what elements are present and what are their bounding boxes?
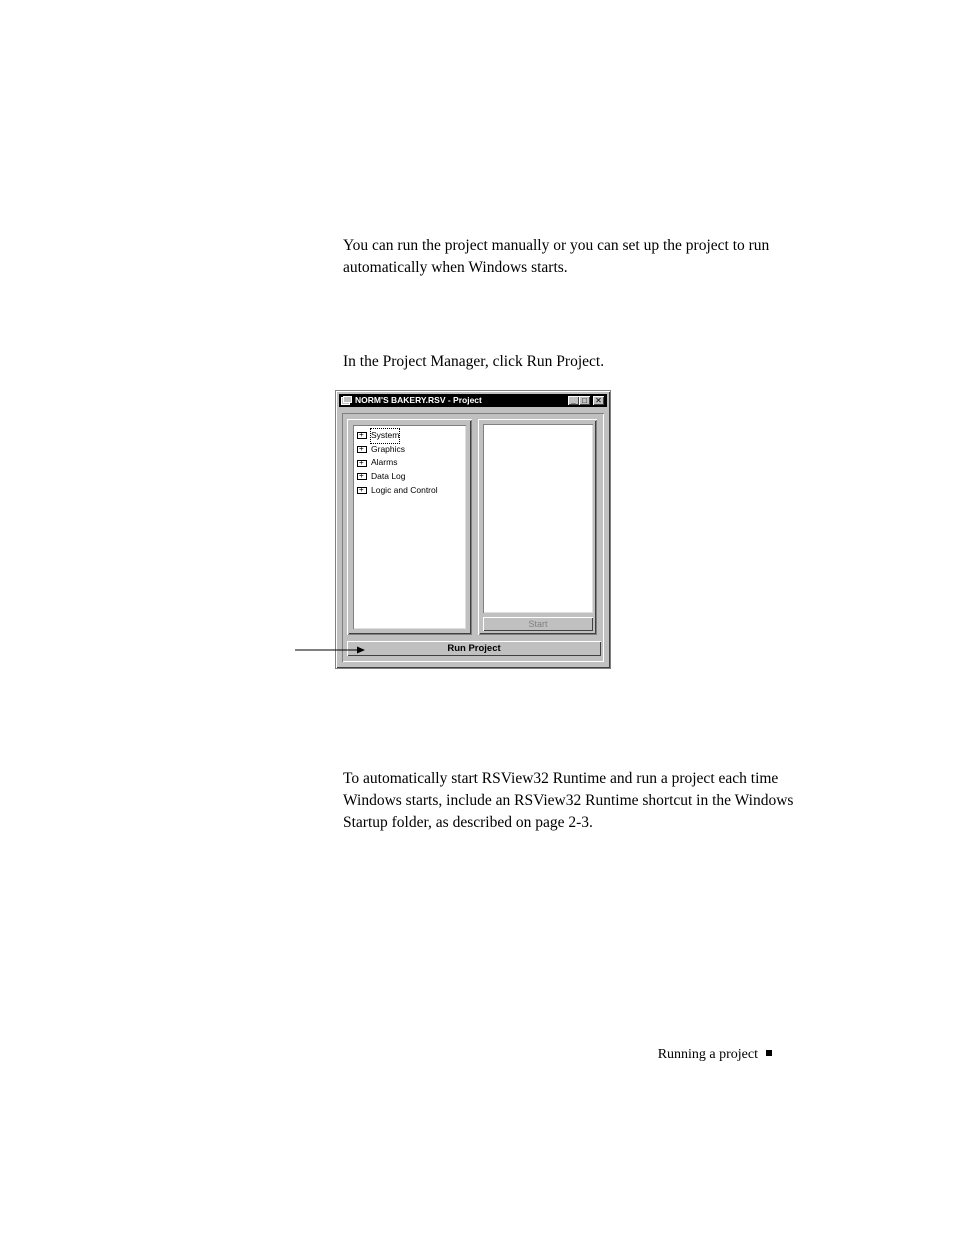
project-icon (341, 396, 352, 405)
project-window (335, 390, 611, 669)
close-button[interactable]: ✕ (593, 396, 604, 405)
folder-plus-icon (357, 460, 367, 467)
run-project-button[interactable]: Run Project (347, 641, 601, 656)
window-body (342, 413, 604, 662)
window-title: NORM'S BAKERY.RSV - Project (355, 395, 482, 405)
tree-item-logic-and-control[interactable]: + Logic and Control (357, 484, 466, 498)
project-tree[interactable] (353, 425, 466, 629)
step-paragraph: In the Project Manager, click Run Project. (343, 353, 605, 370)
detail-list[interactable] (483, 424, 593, 613)
title-bar[interactable] (339, 394, 607, 407)
tree-item-system[interactable]: + System (357, 429, 466, 443)
maximize-button[interactable]: □ (579, 396, 590, 405)
intro-paragraph: You can run the project manually or you can set up the project to run automatically when Windows starts. (343, 237, 770, 276)
detail-panel (478, 419, 597, 635)
auto-start-paragraph: To automatically start RSView32 Runtime and run a project each time Windows starts, include an RSView32 Runtime shortcut in the Windows Startup folder, as described on page 2-3. (343, 770, 794, 831)
arrow-right-icon (295, 644, 365, 656)
tree-item-alarms[interactable]: + Alarms (357, 456, 466, 470)
footer-text: Running a project (657, 1047, 758, 1062)
tree-item-data-log[interactable]: + Data Log (357, 470, 466, 484)
square-bullet-icon (766, 1050, 772, 1056)
folder-plus-icon (357, 473, 367, 480)
folder-plus-icon (357, 446, 367, 453)
page-footer (560, 1047, 772, 1063)
folder-plus-icon (357, 432, 367, 439)
tree-panel (347, 419, 472, 635)
minimize-button[interactable]: _ (568, 396, 579, 405)
folder-plus-icon (357, 487, 367, 494)
start-button[interactable]: Start (483, 617, 593, 631)
tree-item-graphics[interactable]: + Graphics (357, 443, 466, 457)
